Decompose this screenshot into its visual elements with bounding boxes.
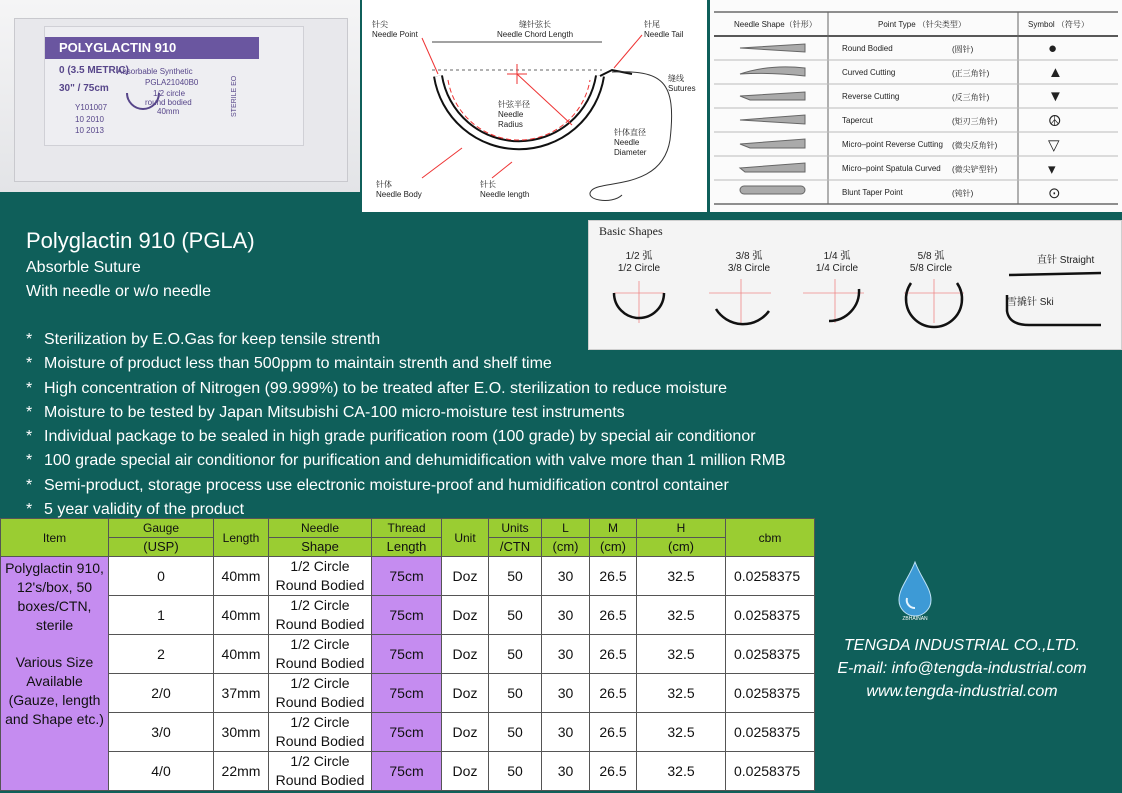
feature-text: Sterilization by E.O.Gas for keep tensile strenth [44, 331, 381, 348]
shape-quarter-label: 1/4 Circle [815, 263, 859, 274]
cell-unit: Doz [442, 557, 489, 596]
bullet-star: * [26, 379, 33, 397]
cell-needle-1: 1/2 Circle [290, 558, 350, 574]
point-type-cn: (微尖铲型针) [952, 165, 998, 174]
cell-needle-2: Round Bodied [275, 655, 365, 671]
bullet-star: * [26, 501, 33, 519]
point-table-grid [710, 0, 1122, 212]
feature-text: Moisture of product less than 500ppm to maintain strenth and shelf time [44, 355, 552, 373]
needle-point-label: Needle Point [372, 30, 418, 39]
shape-ski-cn: 雪撬针 [1007, 297, 1037, 308]
needle-length-label: Needle length [480, 190, 530, 199]
cell-length: 40mm [214, 596, 269, 635]
cell-needle [269, 596, 372, 635]
cell-thread: 75cm [372, 752, 442, 791]
bullet-star: * [26, 355, 33, 373]
item-description-1: Polyglactin 910, 12's/box, 50 boxes/CTN, sterile [5, 560, 104, 633]
shape-half-cn: 1/2 弧 [625, 251, 653, 262]
cell-needle-1: 1/2 Circle [290, 636, 350, 652]
point-type-name: Micro–point Spatula Curved [842, 164, 941, 173]
th-l-2: (cm) [542, 538, 590, 557]
cell-h: 32.5 [637, 752, 726, 791]
cell-l: 30 [542, 635, 590, 674]
point-type-name: Round Bodied [842, 44, 893, 53]
table-row [1, 596, 815, 635]
point-type-symbol-icon: ⊙ [1048, 185, 1061, 202]
package-needle-1: 1/2 circle [153, 89, 186, 98]
feature-text: Moisture to be tested by Japan Mitsubishi CA-100 micro-moisture test instruments [44, 403, 625, 421]
package-type: Absorbable Synthetic [117, 67, 193, 76]
package-needle-3: 40mm [157, 107, 180, 116]
cell-needle [269, 557, 372, 596]
th-needle-2: Shape [269, 538, 372, 557]
point-type-symbol-icon: ● [1048, 40, 1058, 57]
th-cbm: cbm [726, 519, 815, 557]
bullet-star: * [26, 476, 33, 494]
cell-h: 32.5 [637, 713, 726, 752]
package-needle-2: round bodied [145, 98, 192, 107]
package-sterile: STERILE EO [231, 75, 238, 117]
cell-thread: 75cm [372, 674, 442, 713]
cell-h: 32.5 [637, 557, 726, 596]
feature-item [26, 425, 786, 449]
shapes-title: Basic Shapes [599, 224, 663, 238]
point-type-cn: (反三角针) [952, 93, 990, 102]
cell-needle-2: Round Bodied [275, 772, 365, 788]
shape-five-eighths-label: 5/8 Circle [909, 263, 953, 274]
diameter-label-2: Diameter [614, 148, 647, 157]
needle-anatomy-diagram [362, 0, 707, 212]
point-type-name: Tapercut [842, 116, 873, 125]
cell-needle-2: Round Bodied [275, 616, 365, 632]
bullet-star: * [26, 403, 33, 421]
point-type-cn: (微尖反角针) [952, 141, 998, 150]
cell-unit: Doz [442, 674, 489, 713]
shape-three-eighths-label: 3/8 Circle [727, 263, 771, 274]
diameter-label-1: Needle [614, 138, 640, 147]
point-type-symbol-icon: ☮ [1048, 113, 1062, 130]
cell-needle-1: 1/2 Circle [290, 753, 350, 769]
cell-units: 50 [489, 713, 542, 752]
cell-l: 30 [542, 674, 590, 713]
th-m-1: M [590, 519, 637, 538]
feature-item [26, 449, 786, 473]
feature-item [26, 401, 786, 425]
cell-cbm: 0.0258375 [726, 596, 815, 635]
company-logo-icon [895, 560, 935, 624]
cell-gauge: 4/0 [109, 752, 214, 791]
th-units-1: Units [489, 519, 542, 538]
cell-l: 30 [542, 752, 590, 791]
cell-gauge: 1 [109, 596, 214, 635]
tail-label: Needle Tail [644, 30, 684, 39]
cell-cbm: 0.0258375 [726, 635, 815, 674]
th-units-2: /CTN [489, 538, 542, 557]
table-row [1, 557, 815, 596]
cell-length: 40mm [214, 635, 269, 674]
bullet-star: * [26, 331, 33, 348]
cell-units: 50 [489, 596, 542, 635]
cell-gauge: 2 [109, 635, 214, 674]
cell-needle-2: Round Bodied [275, 577, 365, 593]
cell-unit: Doz [442, 752, 489, 791]
package-needle-arc-icon [123, 85, 163, 125]
cell-unit: Doz [442, 713, 489, 752]
cell-needle [269, 752, 372, 791]
point-type-cn: (钝针) [952, 189, 974, 198]
company-logo-text: ZBHAINAN [902, 616, 928, 622]
feature-list [26, 328, 786, 522]
cell-l: 30 [542, 713, 590, 752]
package-lot: Y101007 [75, 103, 108, 112]
feature-text: High concentration of Nitrogen (99.999%) to be treated after E.O. sterilization to reduce moisture [44, 379, 728, 397]
cell-unit: Doz [442, 596, 489, 635]
feature-text: Semi-product, storage process use electronic moisture-proof and humidification control container [44, 476, 729, 494]
company-website: www.tengda-industrial.com [866, 683, 1058, 700]
chord-label: Needle Chord Length [496, 30, 574, 39]
product-title: Polyglactin 910 (PGLA) [26, 228, 255, 253]
point-type-symbol-icon: ▲ [1048, 64, 1063, 81]
chord-cn: 缝针弦长 [519, 20, 551, 29]
cell-m: 26.5 [590, 557, 637, 596]
feature-item [26, 377, 786, 401]
package-label [44, 26, 304, 146]
th-item: Item [1, 519, 109, 557]
radius-cn: 针弦半径 [498, 100, 530, 109]
cell-gauge: 3/0 [109, 713, 214, 752]
company-email: E-mail: info@tengda-industrial.com [837, 660, 1087, 677]
needle-length-cn: 针长 [480, 180, 496, 189]
cell-cbm: 0.0258375 [726, 557, 815, 596]
diameter-cn: 针体直径 [614, 128, 646, 137]
table-row [1, 713, 815, 752]
th-m-2: (cm) [590, 538, 637, 557]
company-name: TENGDA INDUSTRIAL CO.,LTD. [843, 637, 1081, 654]
point-type-name: Micro–point Reverse Cutting [842, 140, 943, 149]
th-gauge-1: Gauge [109, 519, 214, 538]
package-size: 0 (3.5 METRIC) [59, 65, 130, 76]
point-type-symbol-icon: ▼ [1048, 88, 1063, 105]
tail-cn: 针尾 [644, 20, 660, 29]
cell-gauge: 0 [109, 557, 214, 596]
point-type-table [710, 0, 1122, 212]
bullet-star: * [26, 428, 33, 446]
shape-ski-label: Ski [1039, 297, 1054, 308]
th-needle-1: Needle [269, 519, 372, 538]
point-header-shape: Needle Shape（针形） [734, 20, 817, 29]
item-description-2: Various Size Available (Gauze, length and Shape etc.) [5, 654, 104, 727]
cell-m: 26.5 [590, 713, 637, 752]
cell-thread: 75cm [372, 596, 442, 635]
feature-text: 100 grade special air conditionor for purification and dehumidification with valve more than 1 million RMB [44, 452, 786, 470]
bullet-star: * [26, 452, 33, 470]
spec-table [0, 518, 815, 791]
feature-text: 5 year validity of the product [44, 501, 245, 519]
body-label: Needle Body [376, 190, 422, 199]
package-exp: 10 2013 [75, 126, 104, 135]
cell-units: 50 [489, 557, 542, 596]
th-thread-1: Thread [372, 519, 442, 538]
cell-m: 26.5 [590, 635, 637, 674]
th-h-2: (cm) [637, 538, 726, 557]
cell-units: 50 [489, 635, 542, 674]
cell-length: 22mm [214, 752, 269, 791]
package-code: PGLA21040B0 [145, 78, 199, 87]
shape-half-label: 1/2 Circle [617, 263, 661, 274]
shape-three-eighths-cn: 3/8 弧 [735, 251, 763, 262]
point-type-cn: (矩刃三角针) [952, 117, 998, 126]
feature-text: Individual package to be sealed in high grade purification room (100 grade) by special air conditionor [44, 428, 756, 446]
cell-needle-1: 1/2 Circle [290, 675, 350, 691]
th-l-1: L [542, 519, 590, 538]
suture-package-image [0, 0, 360, 192]
package-brand: POLYGLACTIN 910 [45, 37, 259, 59]
feature-item [26, 328, 786, 352]
cell-units: 50 [489, 752, 542, 791]
cell-needle-2: Round Bodied [275, 694, 365, 710]
table-row [1, 752, 815, 791]
cell-needle [269, 674, 372, 713]
th-gauge-2: (USP) [109, 538, 214, 557]
feature-item [26, 352, 786, 376]
radius-label-2: Radius [498, 120, 523, 129]
cell-thread: 75cm [372, 557, 442, 596]
th-thread-2: Length [372, 538, 442, 557]
cell-m: 26.5 [590, 596, 637, 635]
package-length: 30" / 75cm [59, 83, 109, 94]
cell-gauge: 2/0 [109, 674, 214, 713]
cell-cbm: 0.0258375 [726, 752, 815, 791]
cell-needle [269, 713, 372, 752]
cell-unit: Doz [442, 635, 489, 674]
table-row [1, 635, 815, 674]
shape-quarter-cn: 1/4 弧 [823, 251, 851, 262]
radius-label-1: Needle [498, 110, 524, 119]
table-row [1, 674, 815, 713]
cell-cbm: 0.0258375 [726, 674, 815, 713]
point-type-symbol-icon: ▽ [1048, 137, 1060, 154]
cell-cbm: 0.0258375 [726, 713, 815, 752]
cell-length: 40mm [214, 557, 269, 596]
package-mfg: 10 2010 [75, 115, 104, 124]
cell-h: 32.5 [637, 635, 726, 674]
cell-l: 30 [542, 596, 590, 635]
shape-five-eighths-cn: 5/8 弧 [917, 251, 945, 262]
point-type-symbol-icon: ▾ [1048, 161, 1056, 178]
cell-needle-1: 1/2 Circle [290, 714, 350, 730]
cell-needle-2: Round Bodied [275, 733, 365, 749]
cell-l: 30 [542, 557, 590, 596]
point-header-symbol: Symbol （符号） [1028, 20, 1089, 29]
th-h-1: H [637, 519, 726, 538]
point-header-type: Point Type （针尖类型） [878, 20, 966, 29]
point-type-cn: (正三角针) [952, 69, 990, 78]
th-unit: Unit [442, 519, 489, 557]
cell-m: 26.5 [590, 752, 637, 791]
cell-length: 37mm [214, 674, 269, 713]
product-subtitle-1: Absorble Suture [26, 259, 141, 276]
cell-needle [269, 635, 372, 674]
point-type-name: Blunt Taper Point [842, 188, 903, 197]
sutures-cn: 缝线 [668, 74, 684, 83]
sutures-label: Sutures [668, 84, 696, 93]
body-cn: 针体 [376, 180, 392, 189]
feature-item [26, 474, 786, 498]
cell-thread: 75cm [372, 713, 442, 752]
product-subtitle-2: With needle or w/o needle [26, 283, 211, 300]
cell-units: 50 [489, 674, 542, 713]
cell-h: 32.5 [637, 596, 726, 635]
point-type-name: Reverse Cutting [842, 92, 900, 101]
cell-needle-1: 1/2 Circle [290, 597, 350, 613]
cell-m: 26.5 [590, 674, 637, 713]
th-length: Length [214, 519, 269, 557]
cell-h: 32.5 [637, 674, 726, 713]
cell-thread: 75cm [372, 635, 442, 674]
point-type-name: Curved Cutting [842, 68, 896, 77]
cell-length: 30mm [214, 713, 269, 752]
needle-point-cn: 针尖 [372, 20, 388, 29]
shape-straight-label: Straight [1059, 255, 1095, 266]
point-type-cn: (圆针) [952, 45, 974, 54]
shape-straight-cn: 直针 [1037, 255, 1057, 266]
item-description [1, 557, 109, 791]
